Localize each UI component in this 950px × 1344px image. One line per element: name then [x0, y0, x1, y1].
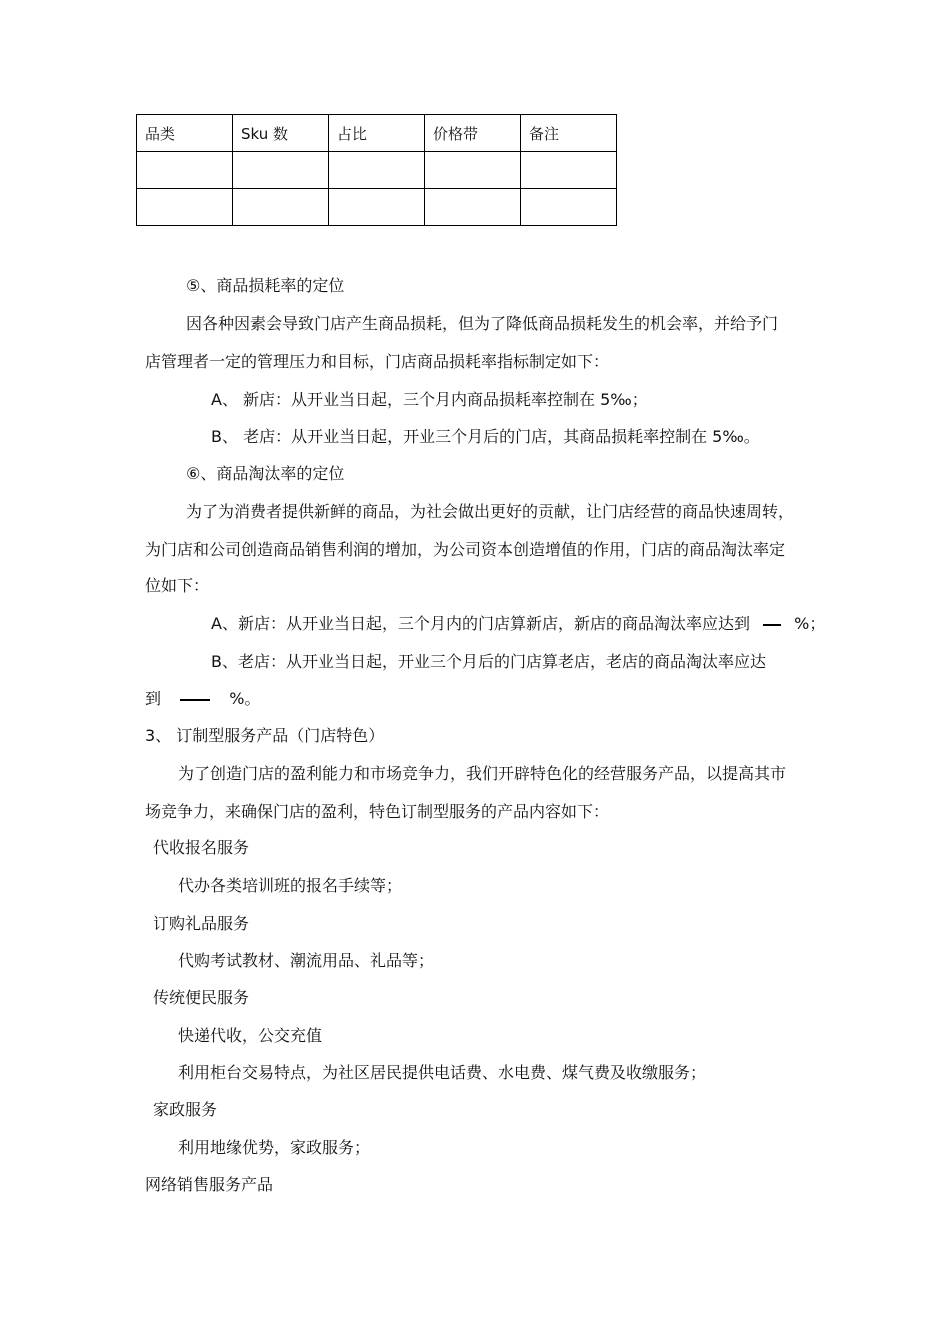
- section-6-paragraph-line: 为门店和公司创造商品销售利润的增加，为公司资本创造增值的作用，门店的商品淘汰率定: [145, 540, 786, 559]
- service-title: 代收报名服务: [153, 838, 250, 857]
- table-row: [137, 152, 617, 189]
- table-header-cell: 占比: [329, 115, 425, 152]
- section-6-paragraph-line: 位如下：: [145, 576, 210, 595]
- section-5-item-a: A、 新店：从开业当日起，三个月内商品损耗率控制在 5‰；: [211, 390, 648, 409]
- table-header-cell: 品类: [137, 115, 233, 152]
- table-cell: [521, 152, 617, 189]
- section-3-paragraph-line: 场竞争力，来确保门店的盈利，特色订制型服务的产品内容如下：: [145, 802, 610, 821]
- section-6-item-b: B、老店：从开业当日起，开业三个月后的门店算老店，老店的商品淘汰率应达: [211, 652, 766, 671]
- section-6-paragraph-line: 为了为消费者提供新鲜的商品，为社会做出更好的贡献，让门店经营的商品快速周转，: [186, 502, 795, 521]
- section-6-item-a-text: A、新店：从开业当日起，三个月内的门店算新店，新店的商品淘汰率应达到: [211, 614, 750, 633]
- service-title: 订购礼品服务: [153, 914, 250, 933]
- service-description: 代购考试教材、潮流用品、礼品等；: [178, 951, 435, 970]
- section-6-item-b-text: 到: [145, 689, 162, 708]
- table-cell: [233, 189, 329, 226]
- section-6-heading: ⑥、商品淘汰率的定位: [186, 464, 345, 483]
- service-title: 家政服务: [153, 1100, 218, 1119]
- section-3-paragraph-line: 为了创造门店的盈利能力和市场竞争力，我们开辟特色化的经营服务产品，以提高其市: [178, 764, 787, 783]
- table-cell: [425, 189, 521, 226]
- service-description: 代办各类培训班的报名手续等；: [178, 876, 403, 895]
- fill-in-blank: [180, 699, 210, 701]
- table-header-row: [137, 115, 617, 152]
- table-header-cell: 价格带: [425, 115, 521, 152]
- table-cell: [137, 152, 233, 189]
- section-6-item-a: [211, 614, 825, 634]
- category-table: [136, 114, 617, 226]
- section-5-paragraph-line: 因各种因素会导致门店产生商品损耗，但为了降低商品损耗发生的机会率，并给予门: [186, 314, 779, 333]
- service-description: 利用地缘优势，家政服务；: [178, 1138, 371, 1157]
- table-header-cell: Sku 数: [233, 115, 329, 152]
- section-6-item-b-suffix: %。: [229, 689, 261, 708]
- fill-in-blank: [763, 624, 781, 626]
- table-cell: [425, 152, 521, 189]
- section-6-item-a-suffix: %；: [794, 614, 826, 633]
- section-5-item-b: B、 老店：从开业当日起，开业三个月后的门店，其商品损耗率控制在 5‰。: [211, 427, 760, 446]
- service-title: 网络销售服务产品: [145, 1175, 274, 1194]
- section-3-heading: 3、 订制型服务产品（门店特色）: [145, 726, 385, 745]
- table-cell: [521, 189, 617, 226]
- table-cell: [233, 152, 329, 189]
- table-row: [137, 189, 617, 226]
- service-description: 利用柜台交易特点，为社区居民提供电话费、水电费、煤气费及收缴服务；: [178, 1063, 707, 1082]
- service-title: 传统便民服务: [153, 988, 250, 1007]
- section-5-paragraph-line: 店管理者一定的管理压力和目标，门店商品损耗率指标制定如下：: [145, 352, 610, 371]
- table-cell: [137, 189, 233, 226]
- table-cell: [329, 189, 425, 226]
- section-5-heading: ⑤、商品损耗率的定位: [186, 276, 345, 295]
- table-header-cell: 备注: [521, 115, 617, 152]
- service-description: 快递代收，公交充值: [178, 1026, 323, 1045]
- section-6-item-b-continuation: [145, 689, 260, 709]
- table-cell: [329, 152, 425, 189]
